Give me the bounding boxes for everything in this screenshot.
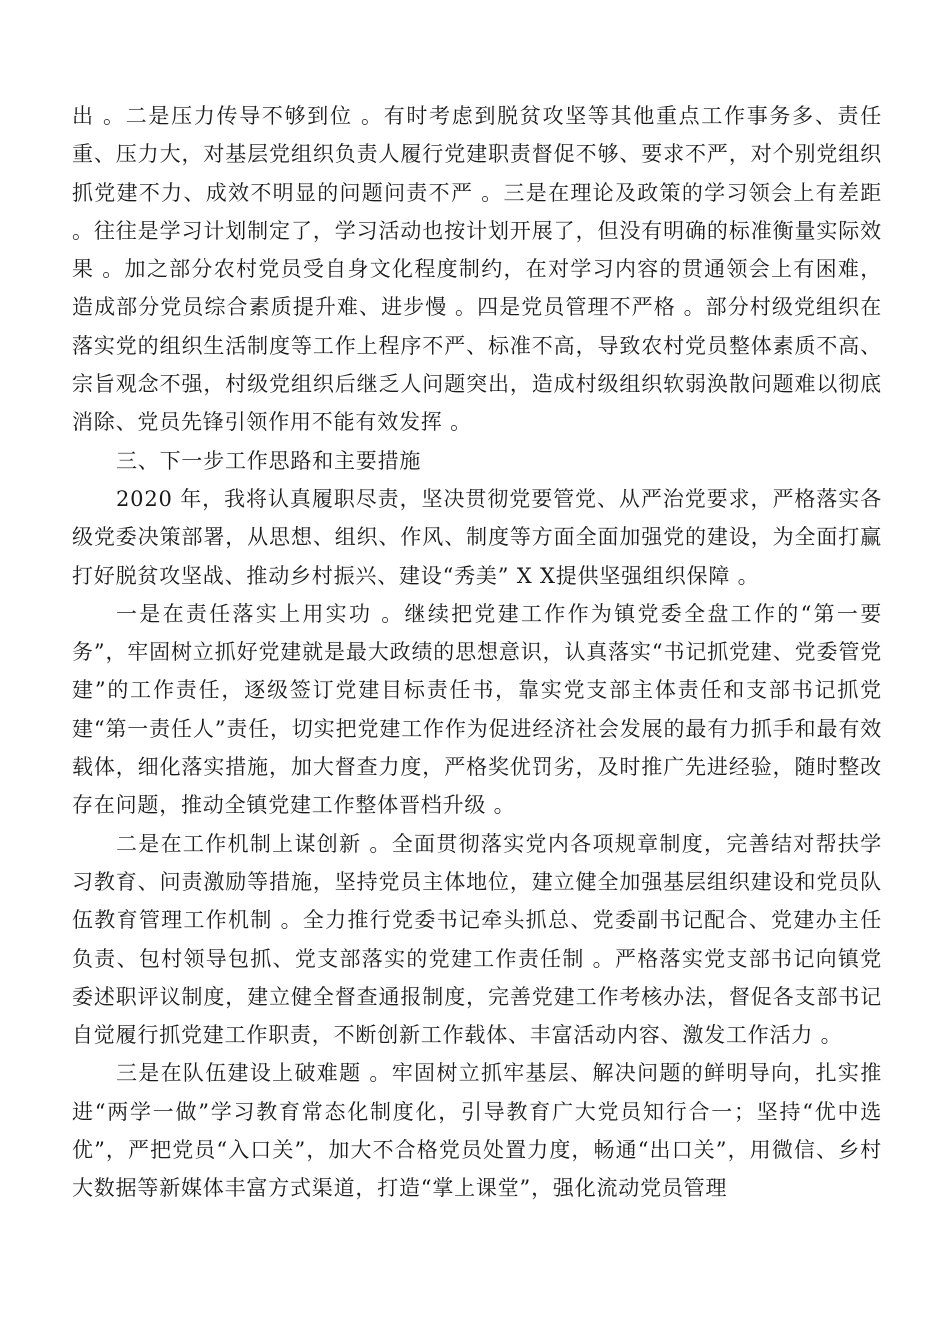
paragraph-responsibility: 一是在责任落实上用实功 。继续把党建工作作为镇党委全盘工作的“第一要务”，牢固树立抓好党建就是最大政绩的思想意识，认真落实“书记抓党建、党委管党建”的工作责任，逐级签订党建目标责任书，靠实党支部主体责任和支部书记抓党建“第一责任人”责任，切实把党建工作作为促进经济社会发展的最有力抓手和最有效载体，细化落实措施，加大督查力度，严格奖优罚劣，及时推广先进经验，随时整改存在问题，推动全镇党建工作整体晋档升级 。 — [72, 601, 882, 818]
section-heading-next-steps: 三、下一步工作思路和主要措施 — [116, 448, 422, 473]
paragraph-2020-plan: 2020 年，我将认真履职尽责，坚决贯彻党要管党、从严治党要求，严格落实各级党委决策部署，从思想、组织、作风、制度等方面全面加强党的建设，为全面打赢打好脱贫攻坚战、推动乡村振兴、建设“秀美” X X提供坚强组织保障 。 — [72, 486, 882, 588]
document-body — [72, 97, 882, 1208]
paragraph-problems-continued: 出 。二是压力传导不够到位 。有时考虑到脱贫攻坚等其他重点工作事务多、责任重、压力大，对基层党组织负责人履行党建职责督促不够、要求不严，对个别党组织抓党建不力、成效不明显的问题问责不严 。三是在理论及政策的学习领会上有差距 。往往是学习计划制定了，学习活动也按计划开展了，但没有明确的标准衡量实际效果 。加之部分农村党员受自身文化程度制约，在对学习内容的贯通领会上有困难，造成部分党员综合素质提升难、进步慢 。四是党员管理不严格 。部分村级党组织在落实党的组织生活制度等工作上程序不严、标准不高，导致农村党员整体素质不高、宗旨观念不强，村级党组织后继乏人问题突出，造成村级组织软弱涣散问题难以彻底消除、党员先锋引领作用不能有效发挥 。 — [72, 104, 882, 435]
paragraph-mechanism: 二是在工作机制上谋创新 。全面贯彻落实党内各项规章制度，完善结对帮扶学习教育、问责激励等措施，坚持党员主体地位，建立健全加强基层组织建设和党员队伍教育管理工作机制 。全力推行党委书记牵头抓总、党委副书记配合、党建办主任负责、包村领导包抓、党支部落实的党建工作责任制 。严格落实党支部书记向镇党委述职评议制度，建立健全督查通报制度，完善党建工作考核办法，督促各支部书记自觉履行抓党建工作职责，不断创新工作载体、丰富活动内容、激发工作活力 。 — [72, 831, 882, 1048]
paragraph-team-building: 三是在队伍建设上破难题 。牢固树立抓牢基层、解决问题的鲜明导向，扎实推进“两学一做”学习教育常态化制度化，引导教育广大党员知行合一；坚持“优中选优”，严把党员“入口关”，加大不合格党员处置力度，畅通“出口关”，用微信、乡村大数据等新媒体丰富方式渠道，打造“掌上课堂”，强化流动党员管理 — [72, 1061, 882, 1201]
